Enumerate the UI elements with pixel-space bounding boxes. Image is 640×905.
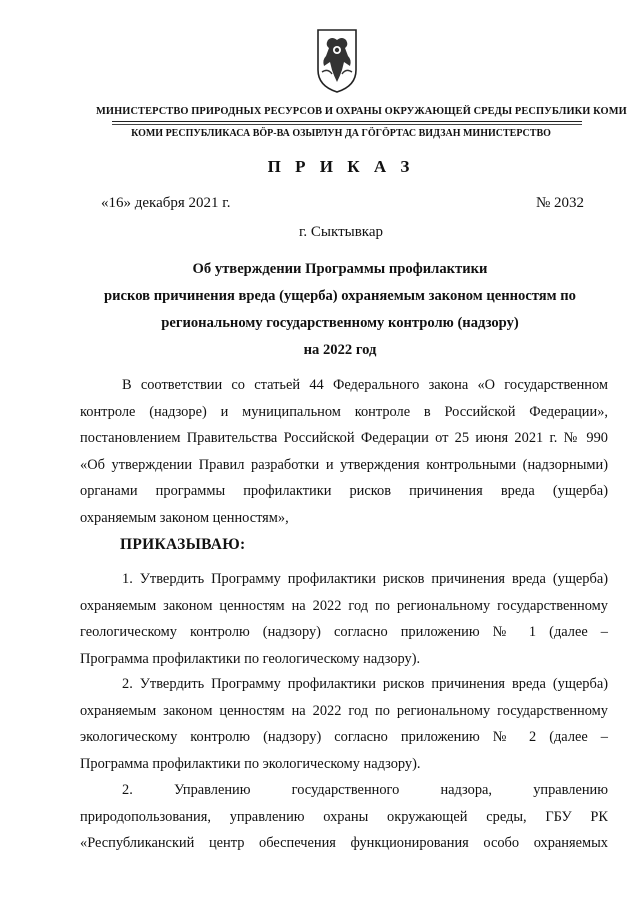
item-3-paragraph xyxy=(80,777,608,857)
preamble-line: В соответствии со статьей 44 Федерального закона «О государственном xyxy=(122,377,608,393)
preamble-line: органами программы профилактики рисков причинения вреда (ущерба) xyxy=(80,483,608,499)
item-3-line: 2. Управлению государственного надзора, управлению xyxy=(122,782,608,798)
heading-line: рисков причинения вреда (ущерба) охраняемым законом ценностям по xyxy=(104,288,576,304)
item-2-line: экологическому контролю (надзору) согласно приложению № 2 (далее – xyxy=(80,729,608,745)
item-1-line: охраняемым законом ценностям на 2022 год по региональному государственному xyxy=(80,597,608,614)
header-rule-thin xyxy=(112,124,582,125)
item-2-line: 2. Утвердить Программу профилактики рисков причинения вреда (ущерба) xyxy=(122,676,608,692)
item-1-line: Программа профилактики по геологическому надзору). xyxy=(80,650,421,667)
ministry-name-russian: МИНИСТЕРСТВО ПРИРОДНЫХ РЕСУРСОВ И ОХРАНЫ ОКРУЖАЮЩЕЙ СРЕДЫ РЕСПУБЛИКИ КОМИ xyxy=(96,106,627,117)
preamble-line: контроле (надзоре) и муниципальном контроле в Российской Федерации», xyxy=(80,403,608,420)
header-rule-thick xyxy=(112,121,582,122)
item-3-line: «Республиканский центр обеспечения функционирования особо охраняемых xyxy=(80,835,608,851)
item-1-line: 1. Утвердить Программу профилактики рисков причинения вреда (ущерба) xyxy=(122,571,608,587)
preamble-paragraph xyxy=(80,372,608,531)
item-2-paragraph xyxy=(80,671,608,777)
order-date: «16» декабря 2021 г. xyxy=(101,195,231,211)
item-1-line: геологическому контролю (надзору) согласно приложению № 1 (далее – xyxy=(80,624,608,640)
item-2-line: Программа профилактики по экологическому надзору). xyxy=(80,755,421,772)
heading-line: на 2022 год xyxy=(303,342,377,358)
heading-line: региональному государственному контролю (надзору) xyxy=(161,315,519,331)
preamble-line: охраняемым законом ценностям», xyxy=(80,509,289,526)
item-3-line: природопользования, управлению охраны окружающей среды, ГБУ РК xyxy=(80,808,608,825)
order-heading xyxy=(80,256,600,364)
item-1-paragraph xyxy=(80,566,608,672)
preamble-line: постановлением Правительства Российской Федерации от 25 июня 2021 г. № 990 xyxy=(80,430,608,446)
preamble-line: «Об утверждении Правил разработки и утверждения контрольными (надзорными) xyxy=(80,456,608,473)
item-2-line: охраняемым законом ценностям на 2022 год по региональному государственному xyxy=(80,702,608,719)
heading-line: Об утверждении Программы профилактики xyxy=(192,261,488,277)
ministry-name-komi: КОМИ РЕСПУБЛИКАСА ВӦР-ВА ОЗЫРЛУН ДА ГӦГӦРТАС ВИДЗАН МИНИСТЕРСТВО xyxy=(131,128,551,139)
directive-word: ПРИКАЗЫВАЮ: xyxy=(120,536,246,553)
komi-republic-coat-of-arms-icon xyxy=(312,26,362,94)
order-city: г. Сыктывкар xyxy=(298,224,384,240)
order-title: П Р И К А З xyxy=(267,157,415,176)
order-number: № 2032 xyxy=(535,195,584,211)
